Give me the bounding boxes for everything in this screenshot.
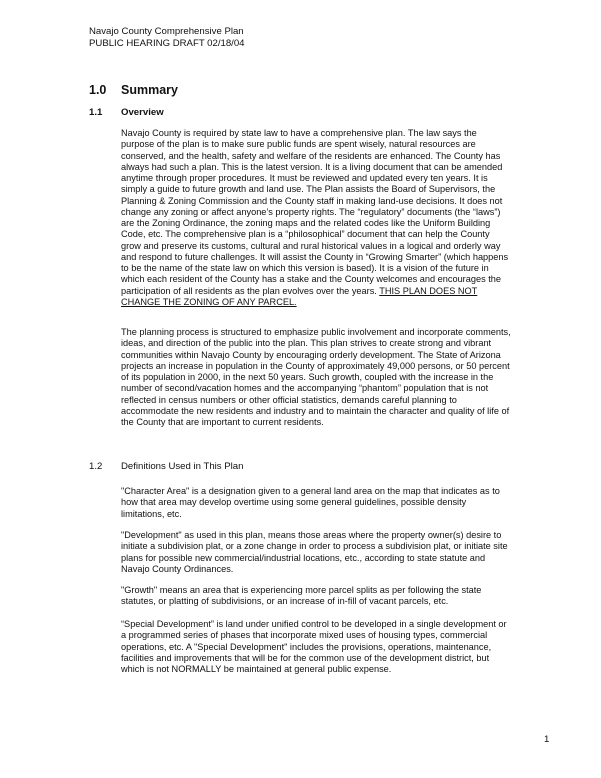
header-draft-label: PUBLIC HEARING DRAFT 02/18/04 (89, 38, 245, 49)
section-1-0-number: 1.0 (89, 83, 107, 97)
overview-text-2: The planning process is structured to emphasize public involvement and incorporate comments, ideas, and direction of the public into the plan. This plan strives to create strong and vibrant communities within Navajo County by encouraging orderly development. The State of Arizona projects an increase in population in the County of approximately 49,000 persons, or 50 percent of its population in 2000, in the next 50 years. Such growth, coupled with the increase in the number of second/vacation homes and the accompanying “phantom” population that is not reflected in census numbers or other official statistics, demands careful planning to accommodate the new residents and industry and to maintain the character and quality of life of the County that are important to current residents. (121, 327, 511, 427)
section-1-1-title: Overview (121, 107, 164, 118)
definition-growth (121, 585, 511, 608)
section-1-0-title: Summary (121, 83, 178, 97)
definition-development (121, 530, 511, 575)
definition-text: “Special Development” is land under unified control to be developed in a single development or a programmed series of phases that incorporate mixed uses of housing types, commercial operations, etc. A "Special Development" includes the provisions, operations, maintenance, facilities and improvements that will be for the common use of the development district, but which is not NORMALLY be maintained at general public expense. (121, 619, 507, 674)
overview-text: Navajo County is required by state law to have a comprehensive plan. The law says the purpose of the plan is to make sure public funds are spent wisely, natural resources are conserved, and the health, safety and welfare of the residents are enhanced. The County has always had such a plan. This is the latest version. It is a living document that can be amended anytime through proper procedures. It must be reviewed and updated every ten years. It is simply a guide to future growth and land use. The Plan assists the Board of Supervisors, the Planning & Zoning Commission and the County staff in making land-use decisions. It does not change any zoning or affect anyone’s property rights. The “regulatory” documents (the “laws”) are the Zoning Ordinance, the zoning maps and the related codes like the Uniform Building Code, etc. The comprehensive plan is a “philosophical” document that can help the County grow and preserve its customs, cultural and rural historical values in a logical and orderly way and respond to future challenges. It will assist the County in “Growing Smarter” (which happens to be the name of the state law on which this version is based). It is a vision of the future in which each resident of the County has a stake and the County welcomes and encourages the participation of all residents as the plan evolves over the years. (121, 128, 509, 296)
page-header (89, 26, 245, 50)
page-number: 1 (544, 734, 550, 745)
section-1-2-number: 1.2 (89, 461, 103, 472)
overview-paragraph-1 (121, 128, 511, 308)
definition-special-development (121, 619, 511, 675)
section-1-2-title: Definitions Used in This Plan (121, 461, 244, 472)
definition-character-area (121, 486, 511, 520)
definition-text: "Growth" means an area that is experiencing more parcel splits as per following the state statutes, or platting of subdivisions, or an increase of in-fill of vacant parcels, etc. (121, 585, 482, 607)
overview-paragraph-2 (121, 327, 511, 428)
definition-text: "Character Area" is a designation given to a general land area on the map that indicates as to how that area may develop overtime using some general guidelines, possible density limitations, etc. (121, 486, 500, 519)
header-document-title: Navajo County Comprehensive Plan (89, 26, 244, 37)
definition-text: "Development" as used in this plan, means those areas where the property owner(s) desire to initiate a subdivision plat, or a zone change in order to process a subdivision plat, or initiate site plans for possible new commercial/industrial locations, etc., according to state statute and Navajo County Ordinances. (121, 530, 508, 574)
section-1-1-number: 1.1 (89, 107, 103, 118)
zoning-disclaimer: THIS PLAN DOES NOT CHANGE THE ZONING OF ANY PARCEL. (121, 285, 478, 307)
